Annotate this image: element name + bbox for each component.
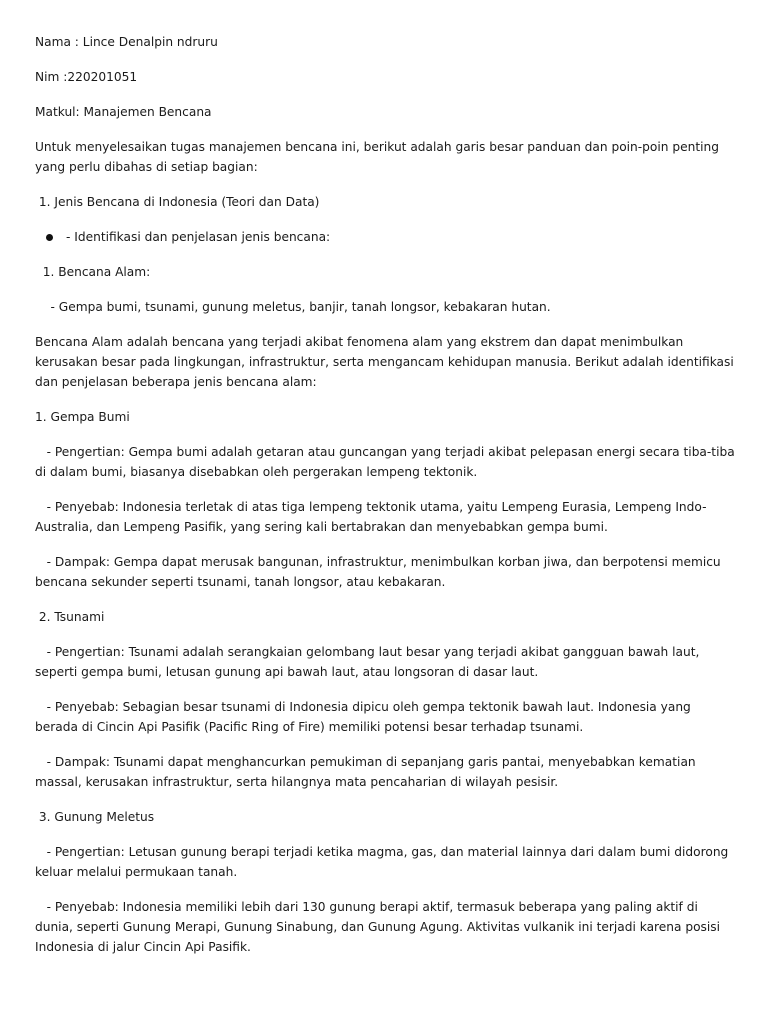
course-name: Matkul: Manajemen Bencana — [35, 105, 212, 119]
bullet-text: - Identifikasi dan penjelasan jenis bencana: — [66, 230, 331, 244]
subsection-title: 1. Bencana Alam: — [35, 265, 151, 279]
section-1-title: 1. Jenis Bencana di Indonesia (Teori dan Data) — [35, 195, 320, 209]
tsunami-pengertian: - Pengertian: Tsunami adalah serangkaian gelombang laut besar yang terjadi akibat gangguan bawah laut, seperti gempa bumi, letusan gunung api bawah laut, atau longsoran di dasar laut. — [35, 645, 704, 679]
bullet-item — [35, 227, 735, 247]
document-page — [35, 32, 739, 957]
alam-intro-paragraph: Bencana Alam adalah bencana yang terjadi akibat fenomena alam yang ekstrem dan dapat menimbulkan kerusakan besar pada lingkungan, infrastruktur, serta mengancam kehidupan manusia. Berikut adalah identifikasi dan penjelasan beberapa jenis bencana alam: — [35, 335, 738, 389]
tsunami-dampak: - Dampak: Tsunami dapat menghancurkan pemukiman di sepanjang garis pantai, menyebabkan kematian massal, kerusakan infrastruktur, serta hilangnya mata pencaharian di wilayah pesisir. — [35, 755, 700, 789]
gempa-dampak: - Dampak: Gempa dapat merusak bangunan, infrastruktur, menimbulkan korban jiwa, dan berpotensi memicu bencana sekunder seperti tsunami, tanah longsor, atau kebakaran. — [35, 555, 725, 589]
gunung-pengertian: - Pengertian: Letusan gunung berapi terjadi ketika magma, gas, dan material lainnya dari dalam bumi didorong keluar melalui permukaan tanah. — [35, 845, 733, 879]
gempa-penyebab: - Penyebab: Indonesia terletak di atas tiga lempeng tektonik utama, yaitu Lempeng Eurasia, Lempeng Indo-Australia, dan Lempeng Pasifik, yang sering kali bertabrakan dan menyebabkan gempa bumi. — [35, 500, 707, 534]
gunung-title: 3. Gunung Meletus — [35, 810, 155, 824]
student-nim: Nim :220201051 — [35, 70, 138, 84]
student-name: Nama : Lince Denalpin ndruru — [35, 35, 218, 49]
gunung-penyebab: - Penyebab: Indonesia memiliki lebih dari 130 gunung berapi aktif, termasuk beberapa yang paling aktif di dunia, seperti Gunung Merapi, Gunung Sinabung, dan Gunung Agung. Aktivitas vulkanik ini terjadi karena posisi Indonesia di jalur Cincin Api Pasifik. — [35, 900, 724, 954]
gempa-title: 1. Gempa Bumi — [35, 410, 130, 424]
gempa-pengertian: - Pengertian: Gempa bumi adalah getaran atau guncangan yang terjadi akibat pelepasan energi secara tiba-tiba di dalam bumi, biasanya disebabkan oleh pergerakan lempeng tektonik. — [35, 445, 739, 479]
tsunami-title: 2. Tsunami — [35, 610, 105, 624]
bullet-icon — [46, 234, 53, 241]
subsection-list: - Gempa bumi, tsunami, gunung meletus, banjir, tanah longsor, kebakaran hutan. — [35, 300, 551, 314]
tsunami-penyebab: - Penyebab: Sebagian besar tsunami di Indonesia dipicu oleh gempa tektonik bawah laut. Indonesia yang berada di Cincin Api Pasifik (Pacific Ring of Fire) memiliki potensi besar terhadap tsunami. — [35, 700, 695, 734]
intro-paragraph: Untuk menyelesaikan tugas manajemen bencana ini, berikut adalah garis besar panduan dan poin-poin penting yang perlu dibahas di setiap bagian: — [35, 140, 723, 174]
